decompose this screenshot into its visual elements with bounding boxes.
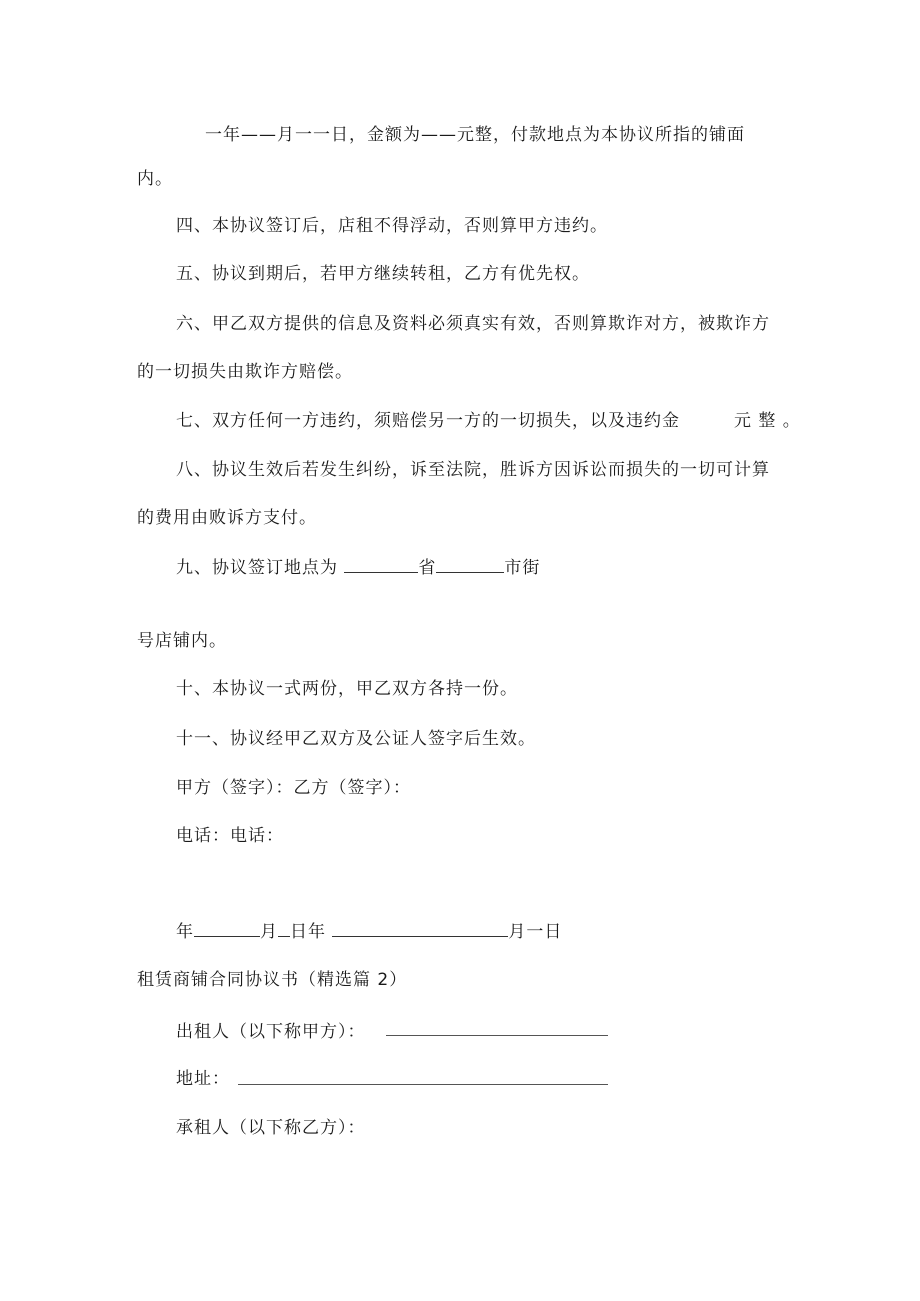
phone-line: 电话：电话：: [176, 826, 284, 846]
clause-11: 十一、协议经甲乙双方及公证人签字后生效。: [176, 729, 536, 749]
clause-10: 十、本协议一式两份，甲乙双方各持一份。: [176, 679, 518, 699]
lessee-label: 承租人（以下称乙方）：: [176, 1118, 366, 1138]
city-blank: [436, 556, 504, 573]
clause-6: 六、甲乙双方提供的信息及资料必须真实有效，否则算欺诈对方，被欺诈方: [176, 314, 770, 334]
clause-6-continued: 的一切损失由欺诈方赔偿。: [137, 362, 353, 382]
month-label: 月: [260, 922, 278, 942]
address-underline: [238, 1084, 608, 1085]
paragraph-payment-terms-continued: 内。: [137, 169, 173, 189]
lessor-label: 出租人（以下称甲方）：: [176, 1022, 366, 1042]
province-label: 省: [418, 558, 437, 578]
date-blank: [332, 920, 508, 937]
paragraph-payment-terms: 一年——月一一日，金额为——元整，付款地点为本协议所指的铺面: [205, 125, 745, 145]
clause-7-unit: 元 整 。: [734, 411, 801, 431]
day-blank: [278, 920, 290, 937]
clause-7-text: 七、双方任何一方违约，须赔偿另一方的一切损失，以及违约金: [176, 411, 680, 431]
month-day-label: 月一日: [508, 922, 563, 942]
clause-9-continued: 号店铺内。: [137, 631, 227, 651]
section-title: 租赁商铺合同协议书（精选篇 2）: [137, 970, 408, 990]
clause-4: 四、本协议签订后，店租不得浮动，否则算甲方违约。: [176, 216, 608, 236]
province-blank: [344, 556, 418, 573]
month-blank: [194, 920, 260, 937]
city-street-label: 市街: [504, 558, 541, 578]
lessor-underline: [386, 1035, 608, 1036]
day-year-label: 日年: [290, 922, 333, 942]
address-label: 地址：: [176, 1069, 230, 1089]
clause-5: 五、协议到期后，若甲方继续转租，乙方有优先权。: [176, 264, 590, 284]
clause-8: 八、协议生效后若发生纠纷，诉至法院，胜诉方因诉讼而损失的一切可计算: [176, 460, 770, 480]
clause-7: [176, 410, 801, 432]
signature-line: 甲方（签字）：乙方（签字）：: [176, 778, 411, 798]
year-label: 年: [176, 922, 194, 942]
clause-9: [176, 556, 540, 579]
clause-9-text: 九、协议签订地点为: [176, 558, 345, 578]
clause-8-continued: 的费用由败诉方支付。: [137, 508, 317, 528]
date-line: [176, 920, 562, 943]
